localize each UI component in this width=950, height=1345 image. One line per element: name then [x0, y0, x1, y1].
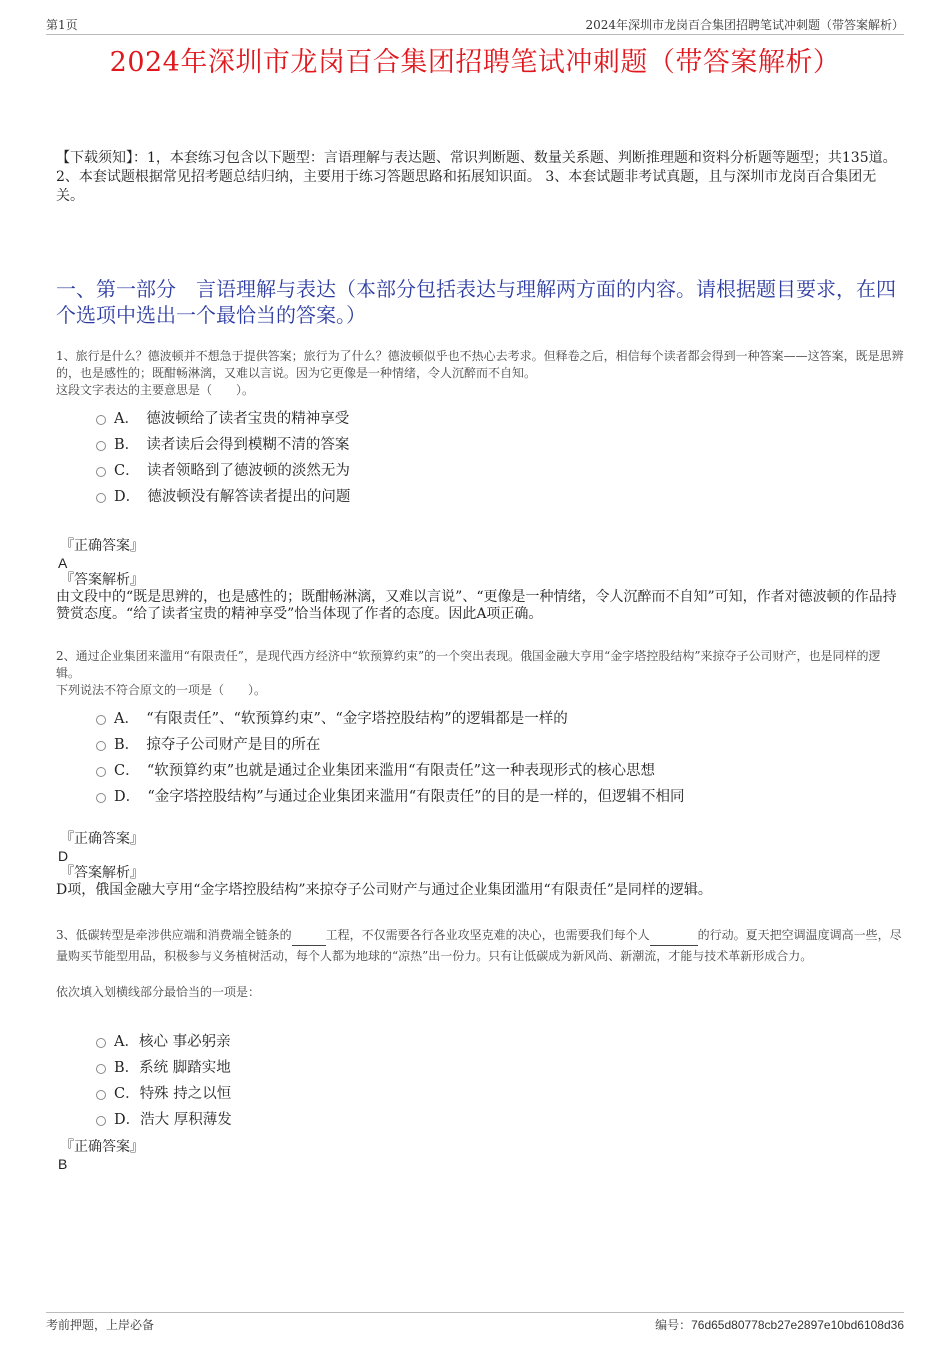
option-a[interactable]: A．核心 事必躬亲: [96, 1029, 896, 1055]
option-a[interactable]: A． “有限责任”、“软预算约束”、“金字塔控股结构”的逻辑都是一样的: [96, 706, 896, 732]
option-b[interactable]: B． 读者读后会得到模糊不清的答案: [96, 432, 896, 458]
download-notice: 【下载须知】：1，本套练习包含以下题型：言语理解与表达题、常识判断题、数量关系题、判断推理题和资料分析题等题型；共135道。 2、本套试题根据常见招考题总结归纳，主要用于练习答题思路和拓展知识面。 3、本套试题非考试真题，且与深圳市龙岗百合集团无关。: [56, 150, 897, 204]
correct-answer: A: [58, 555, 68, 571]
question-1-options: [96, 406, 896, 510]
option-a[interactable]: A． 德波顿给了读者宝贵的精神享受: [96, 406, 896, 432]
question-3-stem: 3、低碳转型是牵涉供应端和消费端全链条的 工程，不仅需要各行各业攻坚克难的决心，也需要我们每个人 的行动。夏天把空调温度调高一些，尽量购买节能型用品，积极参与义务植树活动，每个人都为地球的“凉热”出一份力。只有让低碳成为新风尚、新潮流，才能与技术革新形成合力。: [56, 925, 904, 966]
radio-icon[interactable]: [96, 767, 106, 777]
correct-answer-label: 『正确答案』: [60, 538, 144, 554]
correct-answer: D: [58, 848, 69, 864]
radio-icon[interactable]: [96, 715, 106, 725]
page-number: 第1页: [46, 18, 78, 32]
question-1: [56, 348, 904, 399]
fill-blank-2: [650, 925, 698, 946]
question-2-prompt: 下列说法不符合原文的一项是（ ）。: [56, 683, 267, 697]
analysis-label: 『答案解析』: [60, 572, 144, 588]
question-2-stem: 2、通过企业集团来滥用“有限责任”，是现代西方经济中“软预算约束”的一个突出表现。俄国金融大亨用“金字塔控股结构”来掠夺子公司财产，也是同样的逻辑。: [56, 649, 881, 680]
option-d[interactable]: D． “金字塔控股结构”与通过企业集团来滥用“有限责任”的目的是一样的，但逻辑不相同: [96, 784, 896, 810]
radio-icon[interactable]: [96, 493, 106, 503]
option-c[interactable]: C． “软预算约束”也就是通过企业集团来滥用“有限责任”这一种表现形式的核心思想: [96, 758, 896, 784]
page-header: [46, 14, 904, 35]
analysis-text: 由文段中的“既是思辨的，也是感性的；既酣畅淋漓，又难以言说”、“更像是一种情绪，令人沉醉而不自知”可知，作者对德波顿的作品持赞赏态度。“给了读者宝贵的精神享受”恰当体现了作者的态度。因此A项正确。: [56, 589, 897, 622]
correct-answer: B: [58, 1156, 68, 1172]
question-3-prompt: 依次填入划横线部分最恰当的一项是：: [56, 985, 261, 999]
question-3-options: [96, 1029, 896, 1133]
question-2-options: [96, 706, 896, 810]
radio-icon[interactable]: [96, 1090, 106, 1100]
fill-blank-1: [292, 925, 326, 946]
question-1-answer-block: [56, 538, 904, 623]
radio-icon[interactable]: [96, 1038, 106, 1048]
doc-code: 编号：76d65d80778cb27e2897e10bd6108d36: [655, 1318, 904, 1332]
page-title: 2024年深圳市龙岗百合集团招聘笔试冲刺题（带答案解析）: [109, 47, 841, 78]
radio-icon[interactable]: [96, 467, 106, 477]
radio-icon[interactable]: [96, 1116, 106, 1126]
analysis-text: D项，俄国金融大亨用“金字塔控股结构”来掠夺子公司财产与通过企业集团滥用“有限责任”是同样的逻辑。: [56, 882, 712, 898]
radio-icon[interactable]: [96, 441, 106, 451]
question-3: [56, 925, 904, 1002]
analysis-label: 『答案解析』: [60, 865, 144, 881]
radio-icon[interactable]: [96, 415, 106, 425]
header-doc-title: 2024年深圳市龙岗百合集团招聘笔试冲刺题（带答案解析）: [585, 18, 904, 32]
option-c[interactable]: C． 读者领略到了德波顿的淡然无为: [96, 458, 896, 484]
section-heading: 一、第一部分 言语理解与表达（本部分包括表达与理解两方面的内容。请根据题目要求，在四个选项中选出一个最恰当的答案。）: [56, 277, 896, 327]
question-1-prompt: 这段文字表达的主要意思是（ ）。: [56, 383, 255, 397]
option-d[interactable]: D．浩大 厚积薄发: [96, 1107, 896, 1133]
correct-answer-label: 『正确答案』: [60, 831, 144, 847]
option-b[interactable]: B． 掠夺子公司财产是目的所在: [96, 732, 896, 758]
option-d[interactable]: D． 德波顿没有解答读者提出的问题: [96, 484, 896, 510]
footer-slogan: 考前押题，上岸必备: [46, 1318, 155, 1332]
radio-icon[interactable]: [96, 793, 106, 803]
option-c[interactable]: C．特殊 持之以恒: [96, 1081, 896, 1107]
radio-icon[interactable]: [96, 741, 106, 751]
radio-icon[interactable]: [96, 1064, 106, 1074]
page-footer: [46, 1312, 904, 1335]
question-2-answer-block: [56, 831, 904, 899]
question-2: [56, 648, 904, 699]
question-3-answer-block: [56, 1139, 904, 1173]
correct-answer-label: 『正确答案』: [60, 1139, 144, 1155]
option-b[interactable]: B．系统 脚踏实地: [96, 1055, 896, 1081]
question-1-stem: 1、旅行是什么？德波顿并不想急于提供答案；旅行为了什么？德波顿似乎也不热心去考求。但释卷之后，相信每个读者都会得到一种答案——这答案，既是思辨的，也是感性的；既酣畅淋漓，又难以言说。因为它更像是一种情绪，令人沉醉而不自知。: [56, 349, 904, 380]
